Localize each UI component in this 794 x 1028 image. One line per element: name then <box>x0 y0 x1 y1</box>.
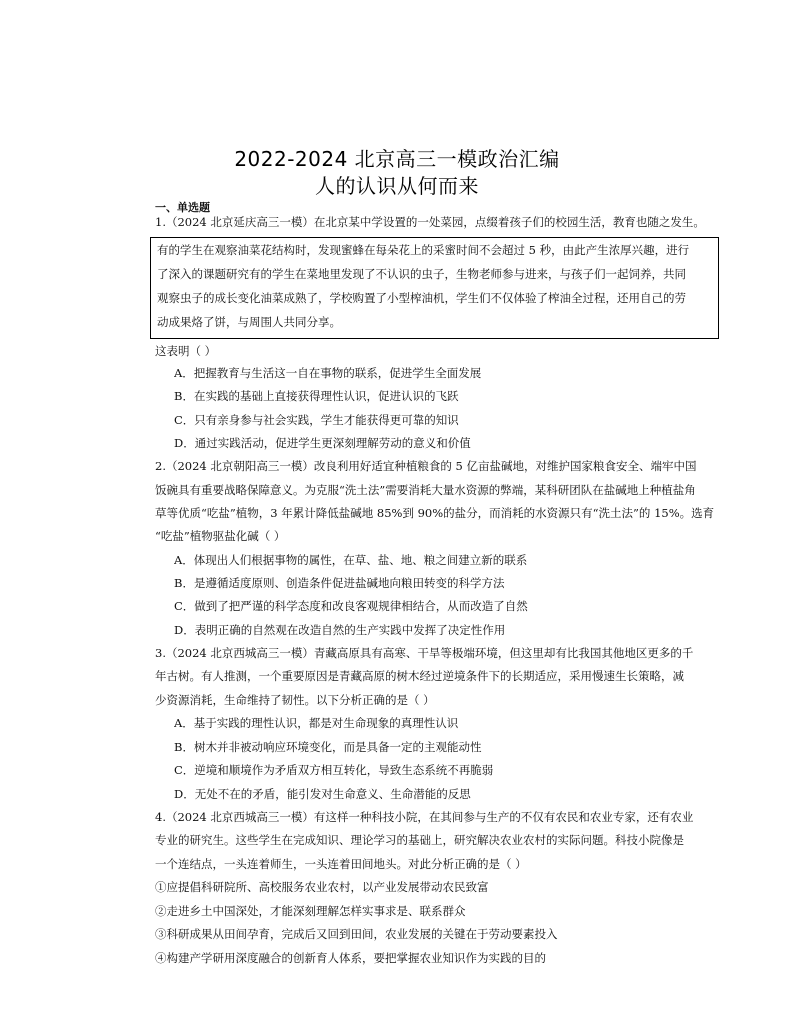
q2-stem-line: “吃盐”植物驱盐化碱（ ） <box>155 529 286 543</box>
q1-prompt: 这表明（ ） <box>155 344 217 358</box>
q1-material-box <box>150 237 719 339</box>
q3-stem-line: 少资源消耗，生命维持了韧性。以下分析正确的是（ ） <box>155 693 435 707</box>
q4-stem-line: 一个连结点，一头连着师生，一头连着田间地头。对此分析正确的是（ ） <box>155 857 527 871</box>
q4-stem-line: 4.（2024 北京西城高三一模）有这样一种科技小院，在其间参与生产的不仅有农民和农业专家，还有农业 <box>155 810 694 824</box>
q2-stem-line: 2.（2024 北京朝阳高三一模）改良利用好适宜种植粮食的 5 亿亩盐碱地，对维护国家粮食安全、端牢中国 <box>155 459 697 473</box>
q1-box-line: 观察虫子的成长变化油菜成熟了，学校购置了小型榨油机，学生们不仅体验了榨油全过程，还用自己的劳 <box>157 291 686 305</box>
q1-box-line: 有的学生在观察油菜花结构时，发现蜜蜂在每朵花上的采蜜时间不会超过 5 秒，由此产生浓厚兴趣，进行 <box>157 243 690 257</box>
q1-box-line: 动成果烙了饼，与周围人共同分享。 <box>157 315 341 329</box>
q3-option-c: C．逆境和顺境作为矛盾双方相互转化，导致生态系统不再脆弱 <box>174 763 494 777</box>
q1-stem: 1.（2024 北京延庆高三一模）在北京某中学设置的一处菜园，点缀着孩子们的校园生活，教育也随之发生。 <box>155 215 705 229</box>
document-title: 2022-2024 北京高三一模政治汇编 <box>234 147 560 171</box>
q4-item-4: ④构建产学研用深度融合的创新育人体系，要把掌握农业知识作为实践的目的 <box>155 951 546 965</box>
q4-item-2: ②走进乡土中国深处，才能深刻理解怎样实事求是、联系群众 <box>155 904 466 918</box>
q1-box-line: 了深入的课题研究有的学生在菜地里发现了不认识的虫子，生物老师参与进来，与孩子们一起饲养，共同 <box>157 267 686 281</box>
q2-option-d: D．表明正确的自然观在改造自然的生产实践中发挥了决定性作用 <box>174 623 506 637</box>
document-subtitle: 人的认识从何而来 <box>315 174 479 198</box>
q1-option-c: C．只有亲身参与社会实践，学生才能获得更可靠的知识 <box>174 413 459 427</box>
section-heading: 一、单选题 <box>155 201 210 214</box>
q1-option-d: D．通过实践活动，促进学生更深刻理解劳动的意义和价值 <box>174 436 471 450</box>
q1-option-b: B．在实践的基础上直接获得理性认识，促进认识的飞跃 <box>174 389 459 403</box>
q3-option-b: B．树木并非被动响应环境变化，而是具备一定的主观能动性 <box>174 740 482 754</box>
q2-stem-line: 饭碗具有重要战略保障意义。为克服“洗土法”需要消耗大量水资源的弊端，某科研团队在盐碱地上种植盐角 <box>155 483 696 497</box>
q3-option-a: A．基于实践的理性认识，都是对生命现象的真理性认识 <box>174 716 459 730</box>
q2-stem-line: 草等优质“吃盐”植物，3 年累计降低盐碱地 85%到 90%的盐分，而消耗的水资源只有“洗土法”的 15%。选育 <box>155 506 715 520</box>
q3-option-d: D．无处不在的矛盾，能引发对生命意义、生命潜能的反思 <box>174 787 471 801</box>
q4-item-3: ③科研成果从田间孕育，完成后又回到田间，农业发展的关键在于劳动要素投入 <box>155 927 558 941</box>
q3-stem-line: 3.（2024 北京西城高三一模）青藏高原具有高寒、干旱等极端环境，但这里却有比我国其他地区更多的千 <box>155 646 694 660</box>
q1-option-a: A．把握教育与生活这一自在事物的联系，促进学生全面发展 <box>174 366 482 380</box>
q2-option-b: B．是遵循适度原则、创造条件促进盐碱地向粮田转变的科学方法 <box>174 576 505 590</box>
q4-item-1: ①应提倡科研院所、高校服务农业农村，以产业发展带动农民致富 <box>155 880 489 894</box>
q3-stem-line: 年古树。有人推测，一个重要原因是青藏高原的树木经过逆境条件下的长期适应，采用慢速生长策略，减 <box>155 669 684 683</box>
q2-option-a: A．体现出人们根据事物的属性，在草、盐、地、粮之间建立新的联系 <box>174 553 528 567</box>
q2-option-c: C．做到了把严谨的科学态度和改良客观规律相结合，从而改造了自然 <box>174 599 528 613</box>
q4-stem-line: 专业的研究生。这些学生在完成知识、理论学习的基础上，研究解决农业农村的实际问题。科技小院像是 <box>155 833 684 847</box>
